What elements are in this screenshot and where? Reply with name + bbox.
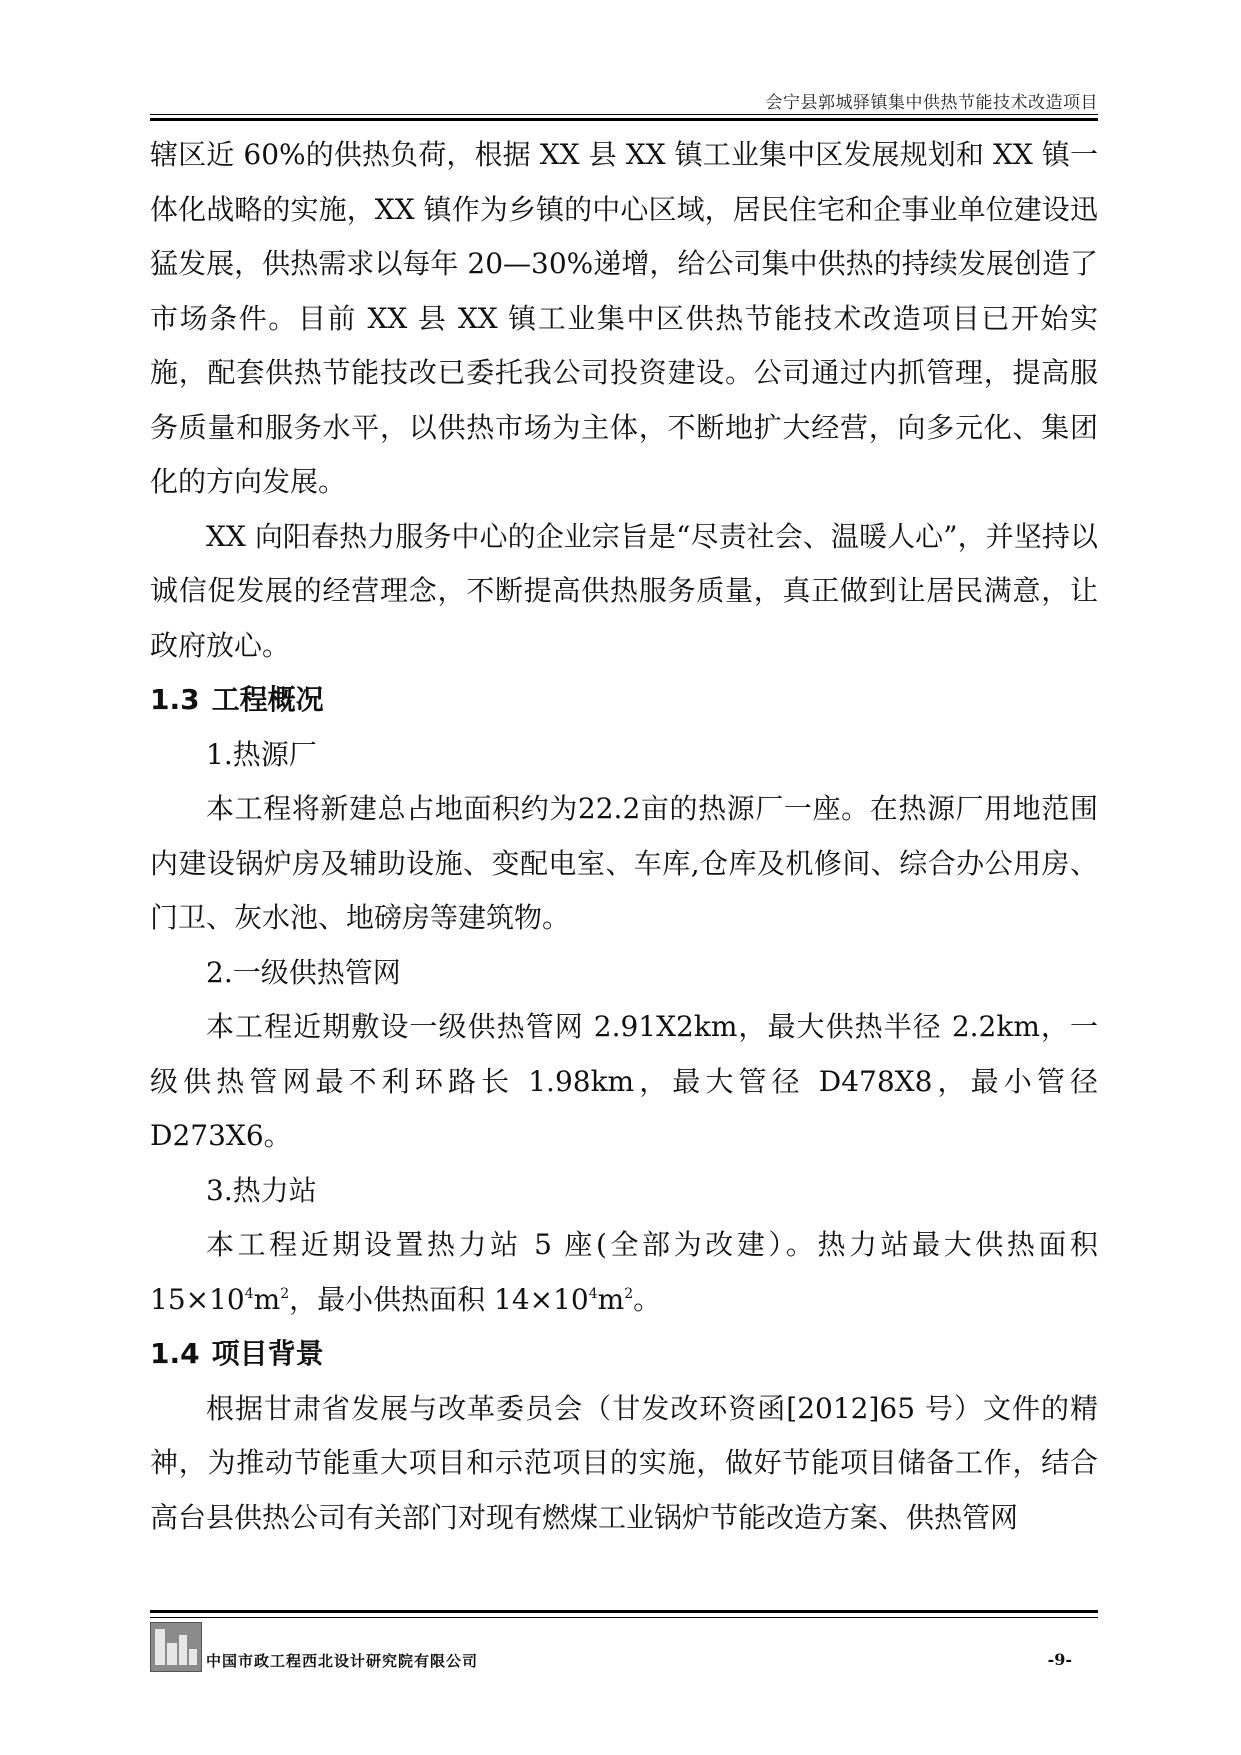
item-title-heat-source: 1.热源厂	[206, 737, 317, 771]
item-title-pipe-network: 2.一级供热管网	[206, 955, 401, 989]
document-body	[150, 128, 1098, 1545]
item-text-heat-source: 本工程将新建总占地面积约为22.2亩的热源厂一座。在热源厂用地范围内建设锅炉房及辅助设施、变配电室、车库,仓库及机修间、综合办公用房、门卫、灰水池、地磅房等建筑物。	[150, 792, 1098, 934]
superscript: 4	[588, 1285, 598, 1302]
csec-logo-icon	[150, 1622, 202, 1672]
footer-company-name: 中国市政工程西北设计研究院有限公司	[206, 1652, 479, 1670]
section-number: 1.4	[150, 1337, 200, 1370]
page-header	[150, 84, 1098, 120]
text-fragment: 。	[633, 1282, 662, 1316]
section-heading-1-4	[150, 1327, 1098, 1382]
header-rule-thin	[150, 114, 1098, 115]
footer-rule-thick	[150, 1610, 1098, 1613]
section-title: 工程概况	[211, 683, 324, 716]
text-fragment: ，最小供热面积 14×10	[289, 1282, 589, 1316]
text-fragment: m	[253, 1282, 281, 1316]
header-title: 会宁县郭城驿镇集中供热节能技术改造项目	[765, 93, 1098, 113]
superscript: 2	[624, 1285, 634, 1302]
page-number: -9-	[1047, 1650, 1072, 1669]
text-fragment: 本工程近期设置热力站 5 座(全部为改建）。热力站最大供热面积 15×10	[150, 1228, 1098, 1316]
section-heading-1-3	[150, 673, 1098, 728]
section-number: 1.3	[150, 683, 200, 716]
page-footer	[150, 1610, 1098, 1680]
section-title: 项目背景	[211, 1337, 324, 1370]
superscript: 4	[244, 1285, 254, 1302]
item-title-heat-station: 3.热力站	[206, 1173, 317, 1207]
paragraph-continued: 辖区近 60%的供热负荷，根据 XX 县 XX 镇工业集中区发展规划和 XX 镇一体化战略的实施，XX 镇作为乡镇的中心区域，居民住宅和企事业单位建设迅猛发展，供热需求以每年 20—30%递增，给公司集中供热的持续发展创造了市场条件。目前 XX 县 XX 镇工业集中区供热节能技术改造项目已开始实施，配套供热节能技改已委托我公司投资建设。公司通过内抓管理，提高服务质量和服务水平，以供热市场为主体，不断地扩大经营，向多元化、集团化的方向发展。	[150, 138, 1098, 498]
footer-rule-thin	[150, 1617, 1098, 1618]
text-fragment: m	[597, 1282, 625, 1316]
header-rule-thick	[150, 118, 1098, 121]
paragraph-project-background: 根据甘肃省发展与改革委员会（甘发改环资函[2012]65 号）文件的精神，为推动节能重大项目和示范项目的实施，做好节能项目储备工作，结合高台县供热公司有关部门对现有燃煤工业锅炉节能改造方案、供热管网	[150, 1391, 1098, 1534]
superscript: 2	[280, 1285, 290, 1302]
item-text-pipe-network: 本工程近期敷设一级供热管网 2.91X2km，最大供热半径 2.2km，一级供热管网最不利环路长 1.98km，最大管径 D478X8，最小管径 D273X6。	[150, 1010, 1098, 1152]
paragraph-company-purpose: XX 向阳春热力服务中心的企业宗旨是“尽责社会、温暖人心”，并坚持以诚信促发展的经营理念，不断提高供热服务质量，真正做到让居民满意，让政府放心。	[150, 519, 1098, 662]
item-text-heat-station	[150, 1218, 1098, 1327]
